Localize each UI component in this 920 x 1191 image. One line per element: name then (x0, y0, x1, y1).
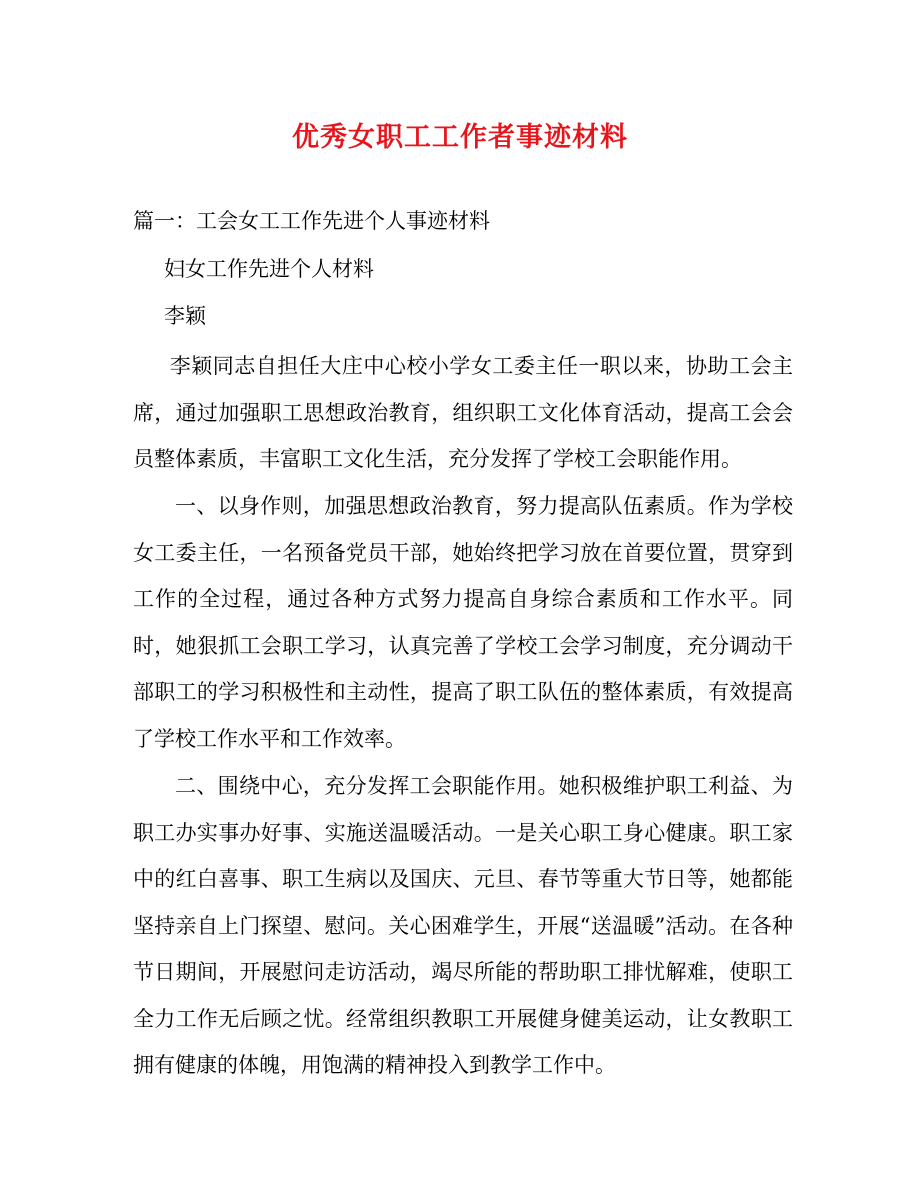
paragraph-text: 二、围绕中心，充分发挥工会职能作用。她积极维护职工利益、为职工办实事办好事、实施送温暖活动。一是关心职工身心健康。职工家中的红白喜事、职工生病以及国庆、元旦、春节等重大节日等，她都能坚持亲自上门探望、慰问。关心困难学生，开展“送温暖”活动。在各种节日期间，开展慰问走访活动，竭尽所能的帮助职工排忧解难，使职工全力工作无后顾之忧。经常组织教职工开展健身健美运动，让女教职工拥有健康的体魄，用饱满的精神投入到教学工作中。 (133, 774, 793, 1077)
paragraph-text: 一、以身作则，加强思想政治教育，努力提高队伍素质。作为学校女工委主任，一名预备党员干部，她始终把学习放在首要位置，贯穿到工作的全过程，通过各种方式努力提高自身综合素质和工作水平。同时，她狠抓工会职工学习，认真完善了学校工会学习制度，充分调动干部职工的学习积极性和主动性，提高了职工队伍的整体素质，有效提高了学校工作水平和工作效率。 (133, 494, 793, 751)
subheading: 妇女工作先进个人材料 (164, 257, 374, 281)
paragraph-3 (133, 763, 793, 1089)
paragraph-text: 李颖同志自担任大庄中心校小学女工委主任一职以来，协助工会主席，通过加强职工思想政治教育，组织职工文化体育活动，提高工会会员整体素质，丰富职工文化生活，充分发挥了学校工会职能作用。 (133, 354, 793, 471)
paragraph-2 (133, 483, 793, 762)
paragraph-1 (133, 343, 793, 483)
section-heading: 篇一：工会女工工作先进个人事迹材料 (133, 209, 490, 233)
document-title: 优秀女职工工作者事迹材料 (292, 122, 628, 153)
author-name: 李颖 (164, 304, 206, 328)
